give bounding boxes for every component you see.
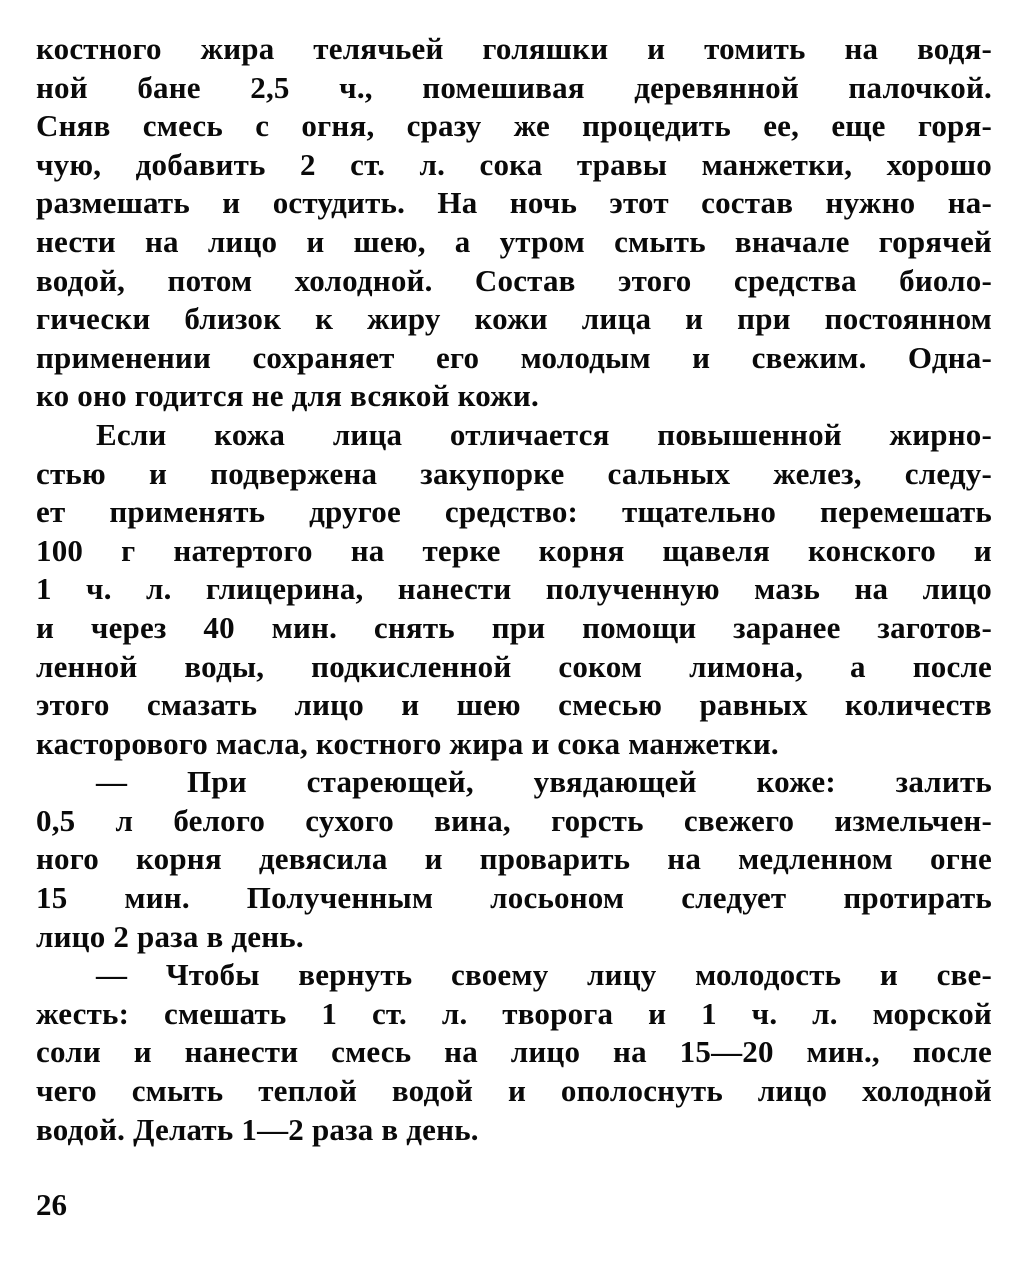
text-line: 100 г натертого на терке корня щавеля конского и bbox=[36, 532, 992, 568]
page-number: 26 bbox=[36, 1187, 67, 1222]
text-line: ко оно годится не для всякой кожи. bbox=[36, 378, 539, 414]
text-line: чего смыть теплой водой и ополоснуть лицо холодной bbox=[36, 1073, 992, 1109]
text-line: ленной воды, подкисленной соком лимона, а после bbox=[36, 648, 992, 684]
text-line: касторового масла, костного жира и сока манжетки. bbox=[36, 725, 779, 761]
text-line: жесть: смешать 1 ст. л. творога и 1 ч. л. морской bbox=[36, 995, 992, 1031]
text-line: водой, потом холодной. Состав этого средства биоло- bbox=[36, 262, 992, 298]
text-line: стью и подвержена закупорке сальных желез, следу- bbox=[36, 455, 992, 491]
paragraph bbox=[36, 763, 992, 956]
text-line: размешать и остудить. На ночь этот состав нужно на- bbox=[36, 185, 992, 221]
text-line: Если кожа лица отличается повышенной жирно- bbox=[96, 416, 992, 452]
text-line: соли и нанести смесь на лицо на 15—20 мин., после bbox=[36, 1034, 992, 1070]
text-line: чую, добавить 2 ст. л. сока травы манжетки, хорошо bbox=[36, 146, 992, 182]
text-line: ного корня девясила и проварить на медленном огне bbox=[36, 841, 992, 877]
text-line: лицо 2 раза в день. bbox=[36, 918, 304, 954]
paragraph bbox=[36, 416, 992, 763]
text-line: 15 мин. Полученным лосьоном следует протирать bbox=[36, 880, 992, 916]
text-line: нести на лицо и шею, а утром смыть вначале горячей bbox=[36, 223, 992, 259]
text-line: 1 ч. л. глицерина, нанести полученную мазь на лицо bbox=[36, 571, 992, 607]
text-line: костного жира телячьей голяшки и томить на водя- bbox=[36, 31, 992, 66]
text-line: — При стареющей, увядающей коже: залить bbox=[96, 764, 992, 800]
text-line: ет применять другое средство: тщательно перемешать bbox=[36, 494, 992, 530]
paragraph bbox=[36, 956, 992, 1149]
text-line: этого смазать лицо и шею смесью равных количеств bbox=[36, 687, 992, 723]
text-line: и через 40 мин. снять при помощи заранее заготов- bbox=[36, 609, 992, 645]
text-line: 0,5 л белого сухого вина, горсть свежего измельчен- bbox=[36, 802, 992, 838]
text-line: применении сохраняет его молодым и свежим. Одна- bbox=[36, 339, 992, 375]
paragraph bbox=[36, 30, 992, 416]
text-line: ной бане 2,5 ч., помешивая деревянной палочкой. bbox=[36, 69, 992, 105]
text-line: водой. Делать 1—2 раза в день. bbox=[36, 1111, 479, 1147]
text-line: гически близок к жиру кожи лица и при постоянном bbox=[36, 301, 992, 337]
page-body bbox=[36, 30, 992, 1149]
text-line: Сняв смесь с огня, сразу же процедить ее, еще горя- bbox=[36, 108, 992, 144]
text-line: — Чтобы вернуть своему лицу молодость и све- bbox=[96, 957, 992, 993]
